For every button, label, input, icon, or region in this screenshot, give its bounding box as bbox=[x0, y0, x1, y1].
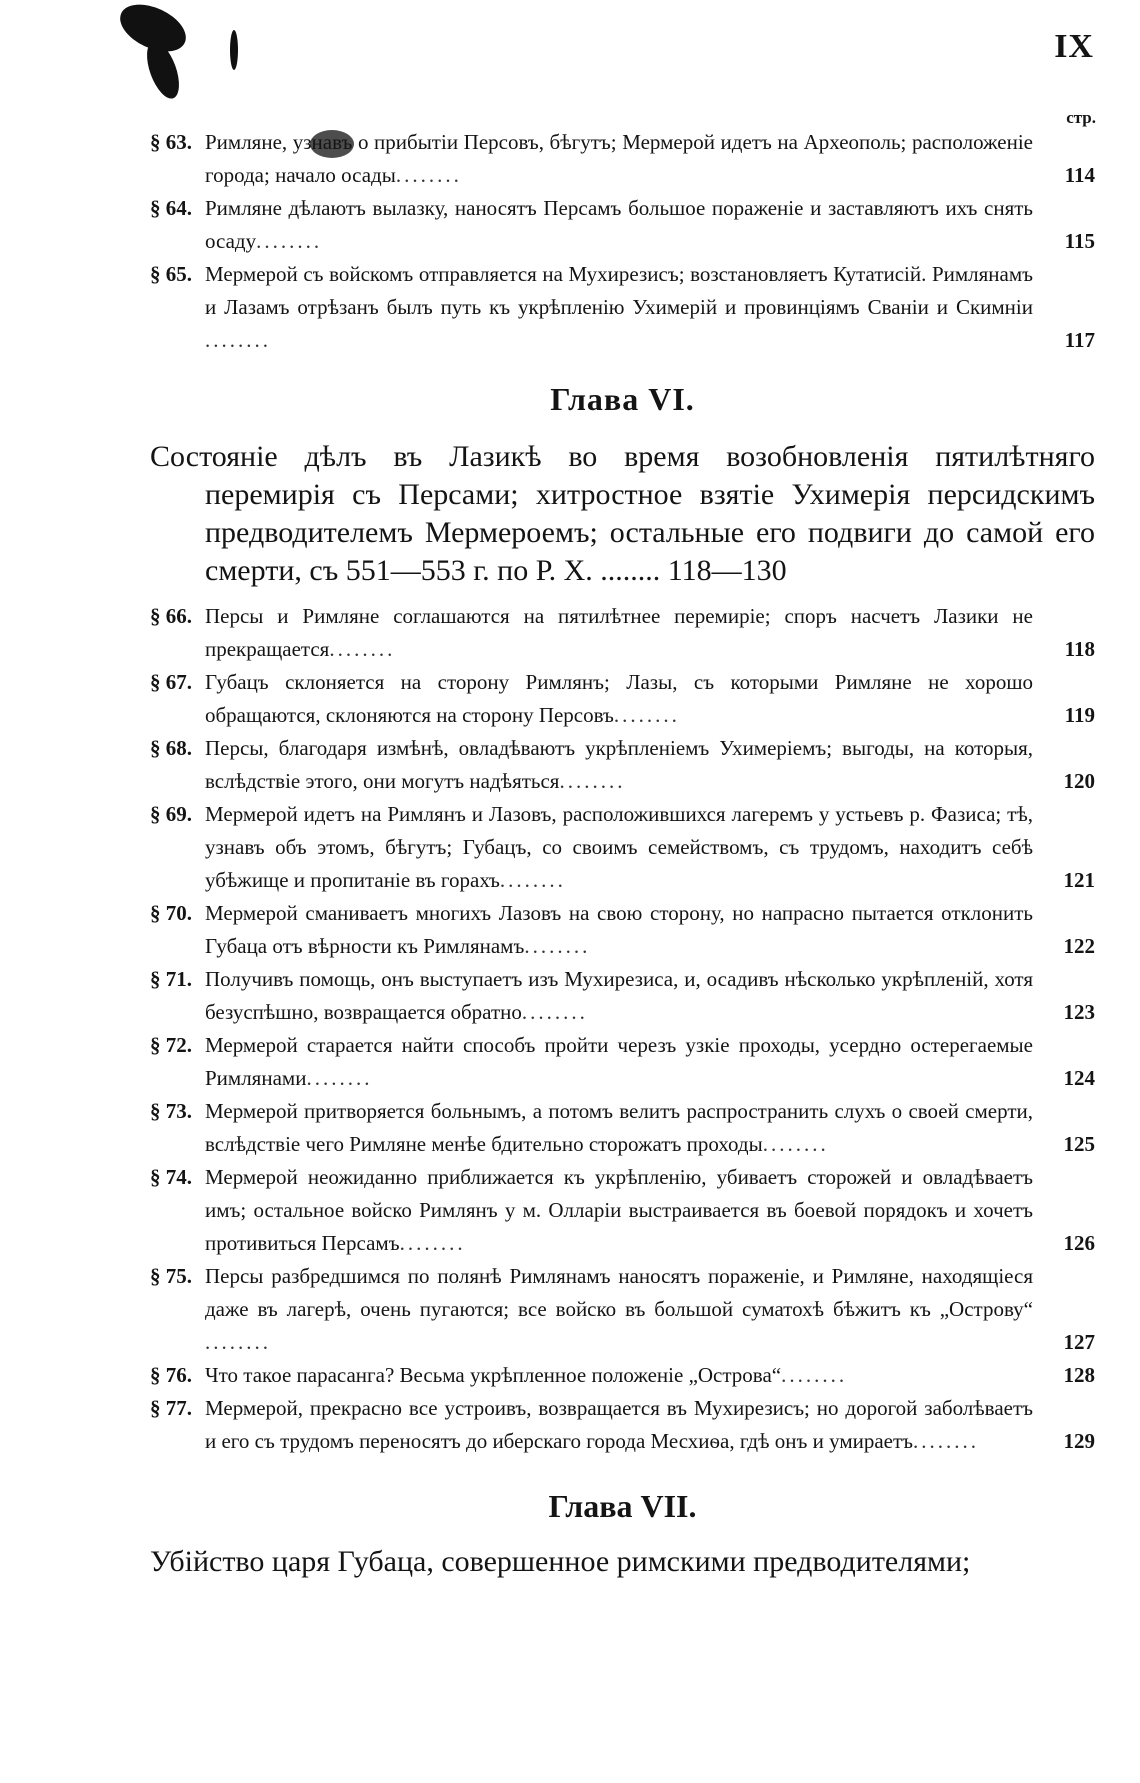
toc-section-chapter6 bbox=[150, 600, 1095, 1458]
section-number: § 77. bbox=[150, 1396, 192, 1420]
dot-leader: ........ bbox=[399, 1231, 466, 1255]
entry-page: 129 bbox=[1063, 1429, 1095, 1453]
entry-page: 123 bbox=[1063, 1000, 1095, 1024]
toc-entry bbox=[150, 126, 1095, 192]
entry-text: Персы, благодаря измѣнѣ, овладѣваютъ укрѣпленіемъ Ухимеріемъ; выгоды, на которыя, вслѣдствіе этого, они могутъ надѣяться bbox=[205, 736, 1033, 793]
entry-text: Мермерой сманиваетъ многихъ Лазовъ на свою сторону, но напрасно пытается отклонить Губаца отъ вѣрности къ Римлянамъ bbox=[205, 901, 1033, 958]
chapter-6-summary bbox=[150, 438, 1095, 590]
section-number: § 67. bbox=[150, 670, 192, 694]
chapter-7-summary: Убійство царя Губаца, совершенное римскими предводителями; bbox=[150, 1545, 971, 1578]
toc-entry bbox=[150, 258, 1095, 357]
entry-text: Мермерой идетъ на Римлянъ и Лазовъ, расположившихся лагеремъ у устьевъ р. Фазиса; тѣ, узнавъ объ этомъ, бѣгутъ; Губацъ, со своимъ семействомъ, съ трудомъ, находитъ себѣ убѣжище и пропитаніе въ горахъ bbox=[205, 802, 1033, 892]
dot-leader: ........ bbox=[205, 328, 271, 352]
toc-entry bbox=[150, 897, 1095, 963]
entry-text: Персы разбредшимся по полянѣ Римлянамъ наносятъ пораженіе, и Римляне, находящіеся даже въ лагерѣ, очень пугаются; все войско въ большой суматохѣ бѣжитъ къ „Острову“ bbox=[205, 1264, 1033, 1321]
dot-leader: ........ bbox=[329, 637, 396, 661]
section-number: § 69. bbox=[150, 802, 192, 826]
entry-page: 115 bbox=[1064, 229, 1095, 253]
dot-leader: ........ bbox=[600, 554, 661, 587]
dot-leader: ........ bbox=[205, 1330, 271, 1354]
section-number: § 75. bbox=[150, 1264, 192, 1288]
table-of-contents bbox=[150, 126, 1095, 1581]
toc-entry bbox=[150, 1029, 1095, 1095]
dot-leader: ........ bbox=[521, 1000, 588, 1024]
dot-leader: ........ bbox=[395, 163, 462, 187]
section-number: § 74. bbox=[150, 1165, 192, 1189]
entry-text: Мермерой неожиданно приближается къ укрѣпленію, убиваетъ сторожей и овладѣваетъ имъ; остальное войско Римлянъ у м. Олларіи выстраивается въ боевой порядокъ и хочетъ противиться Персамъ bbox=[205, 1165, 1033, 1255]
entry-page: 119 bbox=[1064, 703, 1095, 727]
dot-leader: ........ bbox=[613, 703, 680, 727]
entry-text: Персы и Римляне соглашаются на пятилѣтнее перемиріе; споръ насчетъ Лазики не прекращается bbox=[205, 604, 1033, 661]
toc-entry bbox=[150, 1359, 1095, 1392]
toc-entry bbox=[150, 666, 1095, 732]
dot-leader: ........ bbox=[762, 1132, 829, 1156]
ink-blot bbox=[230, 30, 238, 70]
page-number: IX bbox=[1054, 28, 1094, 65]
toc-entry bbox=[150, 1161, 1095, 1260]
entry-page: 125 bbox=[1063, 1132, 1095, 1156]
toc-entry bbox=[150, 963, 1095, 1029]
toc-entry bbox=[150, 1392, 1095, 1458]
section-number: § 71. bbox=[150, 967, 192, 991]
section-number: § 68. bbox=[150, 736, 192, 760]
section-number: § 70. bbox=[150, 901, 192, 925]
entry-text: Римляне, узнавъ о прибытіи Персовъ, бѣгутъ; Мермерой идетъ на Археополь; расположеніе города; начало осады bbox=[205, 130, 1033, 187]
entry-text: Что такое парасанга? Весьма укрѣпленное положеніе „Острова“ bbox=[205, 1363, 782, 1387]
toc-entry bbox=[150, 600, 1095, 666]
entry-text: Мермерой съ войскомъ отправляется на Мухирезисъ; возстановляетъ Кутатисій. Римлянамъ и Лазамъ отрѣзанъ былъ путь къ укрѣпленію Ухимерій и провинціямъ Сваніи и Скимніи bbox=[205, 262, 1033, 319]
chapter-page-range bbox=[600, 554, 786, 587]
dot-leader: ........ bbox=[559, 769, 626, 793]
entry-page: 114 bbox=[1064, 163, 1095, 187]
toc-entry bbox=[150, 732, 1095, 798]
entry-text: Мермерой, прекрасно все устроивъ, возвращается въ Мухирезисъ; но дорогой заболѣваетъ и его съ трудомъ переносятъ до иберскаго города Месхиѳа, гдѣ онъ и умираетъ bbox=[205, 1396, 1033, 1453]
entry-page: 124 bbox=[1063, 1066, 1095, 1090]
entry-text: Мермерой притворяется больнымъ, а потомъ велитъ распространить слухъ о своей смерти, вслѣдствіе чего Римляне менѣе бдительно сторожатъ проходы bbox=[205, 1099, 1033, 1156]
dot-leader: ........ bbox=[499, 868, 566, 892]
entry-page: 122 bbox=[1063, 934, 1095, 958]
page-column-label: стр. bbox=[1066, 108, 1096, 127]
dot-leader: ........ bbox=[781, 1363, 848, 1387]
entry-page: 127 bbox=[1063, 1330, 1095, 1354]
entry-page: 117 bbox=[1064, 328, 1095, 352]
section-number: § 73. bbox=[150, 1099, 192, 1123]
section-number: § 76. bbox=[150, 1363, 192, 1387]
section-number: § 64. bbox=[150, 196, 192, 220]
toc-entry bbox=[150, 798, 1095, 897]
entry-page: 118 bbox=[1064, 637, 1095, 661]
section-number: § 66. bbox=[150, 604, 192, 628]
entry-text: Губацъ склоняется на сторону Римлянъ; Лазы, съ которыми Римляне не хорошо обращаются, склоняются на сторону Персовъ bbox=[205, 670, 1033, 727]
entry-text: Получивъ помощь, онъ выступаетъ изъ Мухирезиса, и, осадивъ нѣсколько укрѣпленій, хотя безуспѣшно, возвращается обратно bbox=[205, 967, 1033, 1024]
dot-leader: ........ bbox=[913, 1429, 980, 1453]
entry-page: 126 bbox=[1063, 1231, 1095, 1255]
entry-page: 128 bbox=[1063, 1363, 1095, 1387]
toc-entry bbox=[150, 1095, 1095, 1161]
section-number: § 72. bbox=[150, 1033, 192, 1057]
entry-text: Римляне дѣлаютъ вылазку, наносятъ Персамъ большое пораженіе и заставляютъ ихъ снять осаду bbox=[205, 196, 1033, 253]
toc-entry bbox=[150, 192, 1095, 258]
chapter-summary-text: Состояніе дѣлъ въ Лазикѣ во время возобновленія пятилѣтняго перемирія съ Персами; хитростное взятіе Ухимерія персидскимъ предводителемъ Мермероемъ; остальные его подвиги до самой его смерти, съ 551—553 г. по Р. Х. bbox=[150, 440, 1095, 587]
entry-page: 121 bbox=[1063, 868, 1095, 892]
entry-text: Мермерой старается найти способъ пройти черезъ узкіе проходы, усердно остерегаемые Римлянами bbox=[205, 1033, 1033, 1090]
section-number: § 65. bbox=[150, 262, 192, 286]
chapter-6-heading: Глава VI. bbox=[550, 381, 695, 417]
chapter-7-heading: Глава VII. bbox=[548, 1488, 697, 1524]
toc-section-chapter5-tail bbox=[150, 126, 1095, 357]
entry-page: 120 bbox=[1063, 769, 1095, 793]
dot-leader: ........ bbox=[256, 229, 323, 253]
section-number: § 63. bbox=[150, 130, 192, 154]
dot-leader: ........ bbox=[306, 1066, 373, 1090]
dot-leader: ........ bbox=[524, 934, 591, 958]
chapter-pages: 118—130 bbox=[667, 554, 787, 587]
toc-entry bbox=[150, 1260, 1095, 1359]
